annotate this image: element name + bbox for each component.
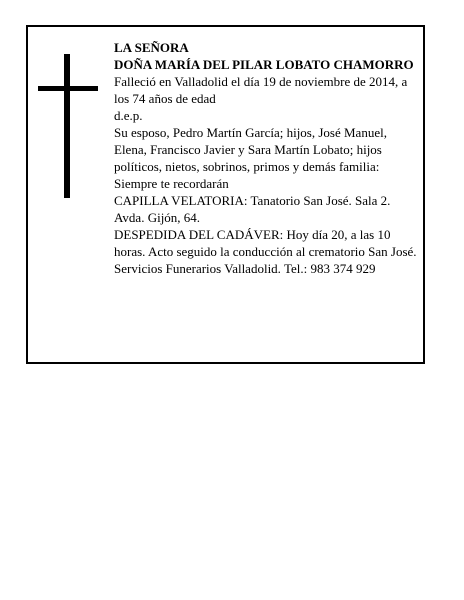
farewell-text: DESPEDIDA DEL CADÁVER: Hoy día 20, a las 10 horas. Acto seguido la conducción al crematorio San José.	[114, 227, 417, 259]
cross-horizontal-bar	[38, 86, 98, 91]
death-info: Falleció en Valladolid el día 19 de noviembre de 2014, a los 74 años de edad	[114, 74, 408, 106]
chapel-text: CAPILLA VELATORIA: Tanatorio San José. Sala 2. Avda. Gijón, 64.	[114, 193, 391, 225]
deceased-name: DOÑA MARÍA DEL PILAR LOBATO CHAMORRO	[114, 57, 414, 72]
dep-text: d.e.p.	[114, 108, 143, 123]
services-text: Servicios Funerarios Valladolid. Tel.: 983 374 929	[114, 261, 376, 276]
cross-vertical-bar	[64, 54, 70, 198]
family-text: Su esposo, Pedro Martín García; hijos, José Manuel, Elena, Francisco Javier y Sara Martín Lobato; hijos políticos, nietos, sobrinos, primos y demás familia:	[114, 125, 387, 174]
remembrance-text: Siempre te recordarán	[114, 176, 229, 191]
notice-text	[114, 39, 419, 277]
cross-icon	[38, 54, 98, 198]
obituary-notice	[26, 25, 425, 364]
notice-heading: LA SEÑORA	[114, 40, 189, 55]
